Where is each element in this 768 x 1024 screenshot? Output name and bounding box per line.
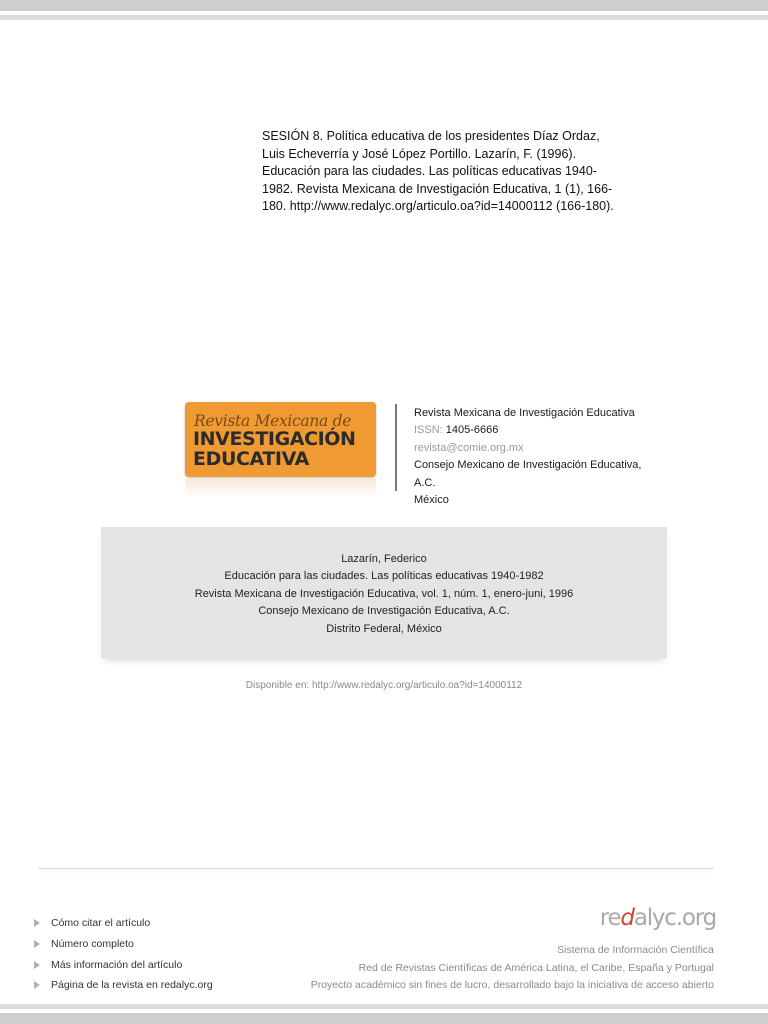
journal-publisher-suffix: A.C. [414,476,436,489]
citation-location: Distrito Federal, México [326,622,442,635]
citation-publisher: Consejo Mexicano de Investigación Educativa, A.C. [258,605,510,618]
redalyc-network: Red de Revistas Científicas de América Latina, el Caribe, España y Portugal [358,961,714,974]
link-more-info[interactable] [34,954,213,975]
journal-issn [414,422,641,439]
issn-label: ISSN: [414,424,443,437]
citation-title: Educación para las ciudades. Las políticas educativas 1940-1982 [224,570,544,583]
journal-logo [185,402,376,477]
triangle-bullet-icon [34,981,40,989]
link-full-issue[interactable] [34,934,213,955]
logo-line-2: INVESTIGACIÓN [193,428,356,450]
top-border-bar [0,0,768,11]
redalyc-project: Proyecto académico sin fines de lucro, desarrollado bajo la iniciativa de acceso abierto [310,979,714,991]
brand-accent: d [620,905,634,931]
journal-country: México [414,494,449,507]
journal-name: Revista Mexicana de Investigación Educativa [414,407,635,419]
journal-info [414,405,641,509]
link-cite-article[interactable] [34,913,213,934]
link-label: Cómo citar el artículo [51,917,151,930]
session-note: SESIÓN 8. Política educativa de los presidentes Díaz Ordaz, Luis Echeverría y José López Portillo. Lazarín, F. (1996). Educación para las ciudades. Las políticas educativas 1940-1982. Revista Mexicana de Investigación Educativa, 1 (1), 166-180. http://www.redalyc.org/articulo.oa?id=14000112 (166-180). [262,129,614,214]
brand-pre: re [599,905,621,931]
citation-box [101,527,667,658]
footer-divider [38,868,714,869]
triangle-bullet-icon [34,919,40,927]
logo-line-1: Revista Mexicana de [194,412,352,430]
citation-source: Revista Mexicana de Investigación Educativa, vol. 1, núm. 1, enero-juni, 1996 [194,587,574,600]
available-at-link[interactable]: Disponible en: http://www.redalyc.org/articulo.oa?id=14000112 [245,680,523,691]
issn-value: 1405-6666 [445,424,499,437]
triangle-bullet-icon [34,940,40,948]
top-border-line [0,15,768,20]
citation-author: Lazarín, Federico [341,553,427,565]
journal-publisher: Consejo Mexicano de Investigación Educativa, [414,459,642,472]
journal-email[interactable]: revista@comie.org.mx [414,441,524,454]
link-label: Número completo [51,938,134,951]
logo-reflection [185,479,376,497]
redalyc-logo[interactable] [600,905,716,931]
triangle-bullet-icon [34,961,40,969]
footer-links [34,913,213,996]
bottom-border-line [0,1004,768,1009]
brand-post: alyc.org [633,905,716,931]
link-label: Más información del artículo [51,958,183,971]
vertical-divider [395,404,397,491]
link-journal-page[interactable] [34,975,213,996]
logo-line-3: EDUCATIVA [193,448,309,470]
redalyc-info [311,942,714,995]
link-label: Página de la revista en redalyc.org [51,979,213,992]
bottom-border-bar [0,1013,768,1024]
redalyc-system: Sistema de Información Científica [557,944,714,956]
